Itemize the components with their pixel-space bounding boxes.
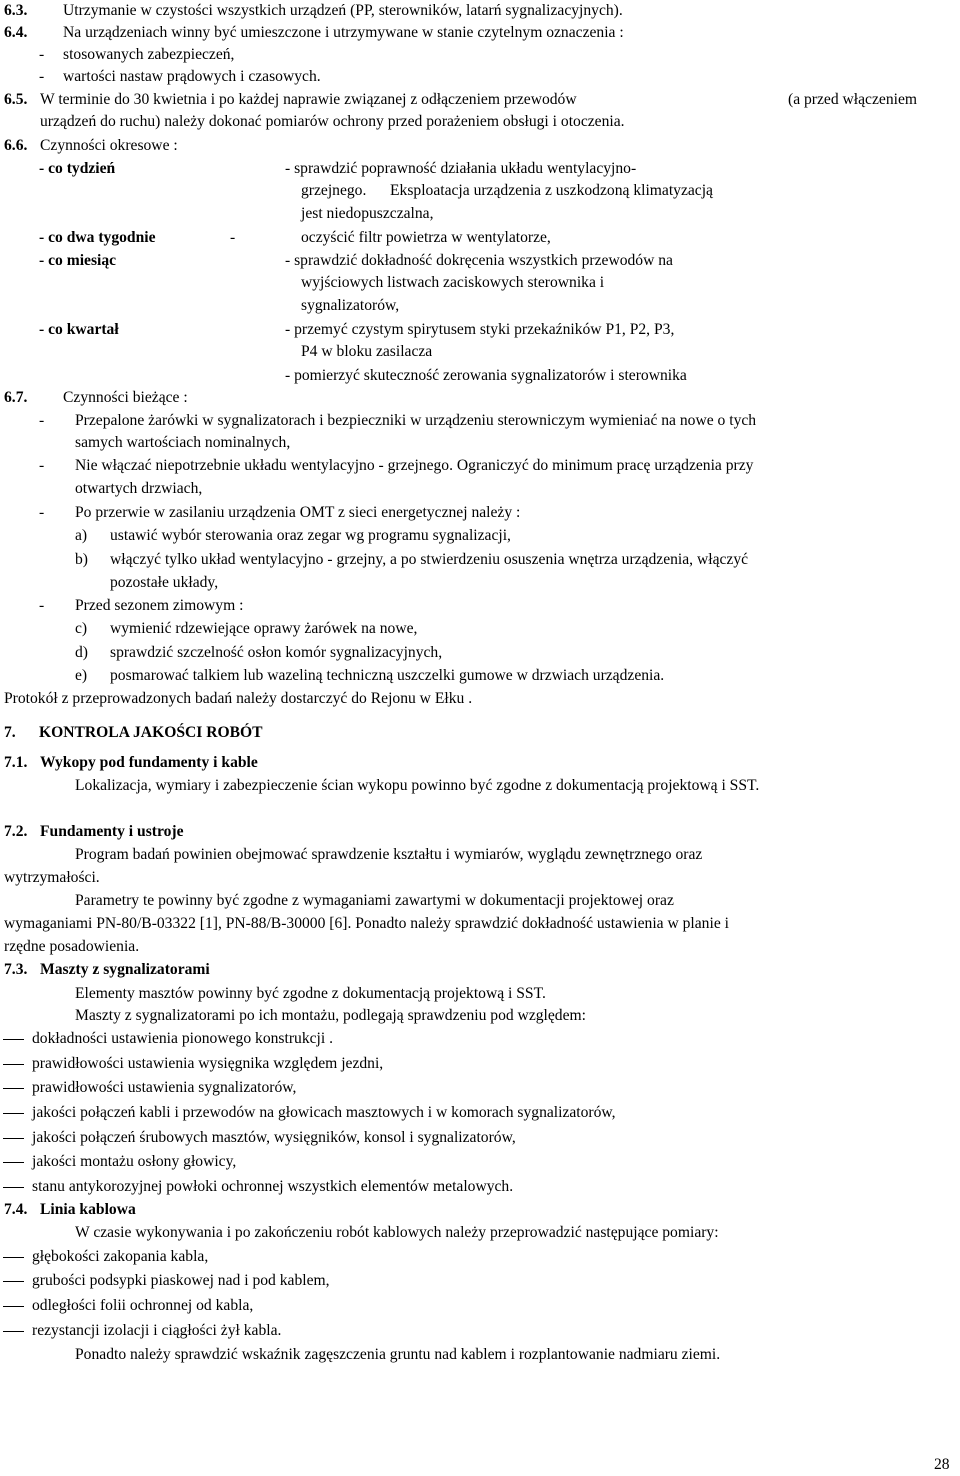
section-6-7-number: 6.7. — [4, 389, 28, 406]
page-number: 28 — [934, 1456, 950, 1473]
list-dash — [3, 1088, 24, 1089]
list-letter: a) — [75, 527, 88, 544]
section-7-3-number: 7.3. — [4, 961, 28, 978]
list-dash — [3, 1187, 24, 1188]
section-7-1-title: Wykopy pod fundamenty i kable — [40, 754, 258, 771]
schedule-task: - pomierzyć skuteczność zerowania sygnalizatorów i sterownika — [285, 367, 687, 384]
section-7-number: 7. — [4, 724, 16, 741]
list-dash: - — [39, 46, 45, 63]
section-7-2-text: rzędne posadowienia. — [4, 938, 140, 955]
section-7-3-item: jakości montażu osłony głowicy, — [32, 1153, 237, 1170]
section-6-7-text: Po przerwie w zasilaniu urządzenia OMT z sieci energetycznej należy : — [75, 504, 521, 521]
list-letter: c) — [75, 620, 88, 637]
list-letter: b) — [75, 551, 88, 568]
section-7-3-item: jakości połączeń śrubowych masztów, wysięgników, konsol i sygnalizatorów, — [32, 1129, 516, 1146]
section-6-7-text: Przed sezonem zimowym : — [75, 597, 244, 614]
section-7-3-item: prawidłowości ustawienia sygnalizatorów, — [32, 1079, 297, 1096]
section-7-1-text: Lokalizacja, wymiary i zabezpieczenie ścian wykopu powinno być zgodne z dokumentacją projektową i SST. — [75, 777, 760, 794]
schedule-label-biweekly: - co dwa tygodnie — [39, 229, 156, 246]
section-7-3-title: Maszty z sygnalizatorami — [40, 961, 210, 978]
list-dash: - — [230, 229, 236, 246]
schedule-task: - przemyć czystym spirytusem styki przekaźników P1, P2, P3, — [285, 321, 675, 338]
list-dash — [3, 1039, 24, 1040]
section-6-4-text: Na urządzeniach winny być umieszczone i utrzymywane w stanie czytelnym oznaczenia : — [63, 24, 624, 41]
section-7-2-text: wytrzymałości. — [4, 869, 100, 886]
section-7-3-item: stanu antykorozyjnej powłoki ochronnej wszystkich elementów metalowych. — [32, 1178, 514, 1195]
schedule-task: - sprawdzić dokładność dokręcenia wszystkich przewodów na — [285, 252, 673, 269]
section-7-3-item: jakości połączeń kabli i przewodów na głowicach masztowych i w komorach sygnalizatorów, — [32, 1104, 616, 1121]
section-6-4-number: 6.4. — [4, 24, 28, 41]
section-7-2-text: wymaganiami PN-80/B-03322 [1], PN-88/B-30000 [6]. Ponadto należy sprawdzić dokładność ustawienia w planie i — [4, 915, 729, 932]
section-7-3-item: dokładności ustawienia pionowego konstrukcji . — [32, 1030, 333, 1047]
section-6-4-item: wartości nastaw prądowych i czasowych. — [63, 68, 321, 85]
list-dash — [3, 1281, 24, 1282]
schedule-task: grzejnego. — [301, 182, 367, 199]
schedule-task: sygnalizatorów, — [301, 297, 400, 314]
section-6-7-title: Czynności bieżące : — [63, 389, 188, 406]
schedule-task: oczyścić filtr powietrza w wentylatorze, — [301, 229, 551, 246]
section-6-7-item: włączyć tylko układ wentylacyjno - grzejny, a po stwierdzeniu osuszenia wnętrza urządzenia, włączyć — [110, 551, 749, 568]
section-6-3-text: Utrzymanie w czystości wszystkich urządzeń (PP, sterowników, latarń sygnalizacyjnych). — [63, 2, 623, 19]
section-6-4-item: stosowanych zabezpieczeń, — [63, 46, 235, 63]
section-7-4-text: Ponadto należy sprawdzić wskaźnik zagęszczenia gruntu nad kablem i rozplantowanie nadmiaru ziemi. — [75, 1346, 721, 1363]
section-6-7-item: wymienić rdzewiejące oprawy żarówek na nowe, — [110, 620, 418, 637]
protocol-note: Protokół z przeprowadzonych badań należy dostarczyć do Rejonu w Ełku . — [4, 690, 473, 707]
section-7-2-number: 7.2. — [4, 823, 28, 840]
schedule-task: - sprawdzić poprawność działania układu wentylacyjno- — [285, 160, 637, 177]
section-6-3-number: 6.3. — [4, 2, 28, 19]
schedule-task: wyjściowych listwach zaciskowych sterownika i — [301, 274, 605, 291]
schedule-label-quarterly: - co kwartał — [39, 321, 119, 338]
list-dash: - — [39, 457, 45, 474]
section-7-2-text: Parametry te powinny być zgodne z wymaganiami zawartymi w dokumentacji projektowej oraz — [75, 892, 674, 909]
list-dash — [3, 1113, 24, 1114]
section-6-7-item: ustawić wybór sterowania oraz zegar wg programu sygnalizacji, — [110, 527, 511, 544]
section-7-4-title: Linia kablowa — [40, 1201, 136, 1218]
schedule-label-weekly: - co tydzień — [39, 160, 116, 177]
section-6-5-text: urządzeń do ruchu) należy dokonać pomiarów ochrony przed porażeniem obsługi i otoczenia. — [40, 113, 625, 130]
section-6-6-number: 6.6. — [4, 137, 28, 154]
schedule-task: P4 w bloku zasilacza — [301, 343, 433, 360]
section-7-title: KONTROLA JAKOŚCI ROBÓT — [39, 724, 263, 741]
section-7-3-text: Maszty z sygnalizatorami po ich montażu, podlegają sprawdzeniu pod względem: — [75, 1007, 586, 1024]
section-7-4-item: rezystancji izolacji i ciągłości żył kabla. — [32, 1322, 282, 1339]
list-letter: d) — [75, 644, 88, 661]
list-dash — [3, 1306, 24, 1307]
section-6-7-text: Nie włączać niepotrzebnie układu wentylacyjno - grzejnego. Ograniczyć do minimum pracę urządzenia przy — [75, 457, 754, 474]
section-6-7-item: pozostałe układy, — [110, 574, 219, 591]
list-dash: - — [39, 412, 45, 429]
section-7-4-text: W czasie wykonywania i po zakończeniu robót kablowych należy przeprowadzić następujące pomiary: — [75, 1224, 719, 1241]
section-7-4-item: głębokości zakopania kabla, — [32, 1248, 209, 1265]
section-6-7-item: posmarować talkiem lub wazeliną techniczną uszczelki gumowe w drzwiach urządzenia. — [110, 667, 665, 684]
schedule-task: Eksploatacja urządzenia z uszkodzoną klimatyzacją — [390, 182, 713, 199]
section-7-4-item: odległości folii ochronnej od kabla, — [32, 1297, 254, 1314]
schedule-task: jest niedopuszczalna, — [301, 205, 434, 222]
list-dash — [3, 1064, 24, 1065]
section-6-7-text: Przepalone żarówki w sygnalizatorach i bezpieczniki w urządzeniu sterowniczym wymieniać na nowe o tych — [75, 412, 757, 429]
list-letter: e) — [75, 667, 88, 684]
list-dash — [3, 1138, 24, 1139]
section-7-4-item: grubości podsypki piaskowej nad i pod kablem, — [32, 1272, 330, 1289]
section-6-7-item: sprawdzić szczelność osłon komór sygnalizacyjnych, — [110, 644, 443, 661]
section-7-2-title: Fundamenty i ustroje — [40, 823, 184, 840]
section-7-4-number: 7.4. — [4, 1201, 28, 1218]
list-dash — [3, 1162, 24, 1163]
list-dash — [3, 1257, 24, 1258]
section-6-7-text: samych wartościach nominalnych, — [75, 434, 291, 451]
section-6-7-text: otwartych drzwiach, — [75, 480, 203, 497]
section-7-2-text: Program badań powinien obejmować sprawdzenie kształtu i wymiarów, wyglądu zewnętrznego oraz — [75, 846, 703, 863]
section-7-3-item: prawidłowości ustawienia wysięgnika względem jezdni, — [32, 1055, 384, 1072]
list-dash — [3, 1331, 24, 1332]
list-dash: - — [39, 504, 45, 521]
section-7-1-number: 7.1. — [4, 754, 28, 771]
section-6-5-number: 6.5. — [4, 91, 28, 108]
schedule-label-monthly: - co miesiąc — [39, 252, 117, 269]
section-6-5-text: W terminie do 30 kwietnia i po każdej naprawie związanej z odłączeniem przewodów — [40, 91, 577, 108]
list-dash: - — [39, 597, 45, 614]
list-dash: - — [39, 68, 45, 85]
section-7-3-text: Elementy masztów powinny być zgodne z dokumentacją projektową i SST. — [75, 985, 546, 1002]
section-6-6-title: Czynności okresowe : — [40, 137, 178, 154]
section-6-5-text: (a przed włączeniem — [788, 91, 917, 108]
